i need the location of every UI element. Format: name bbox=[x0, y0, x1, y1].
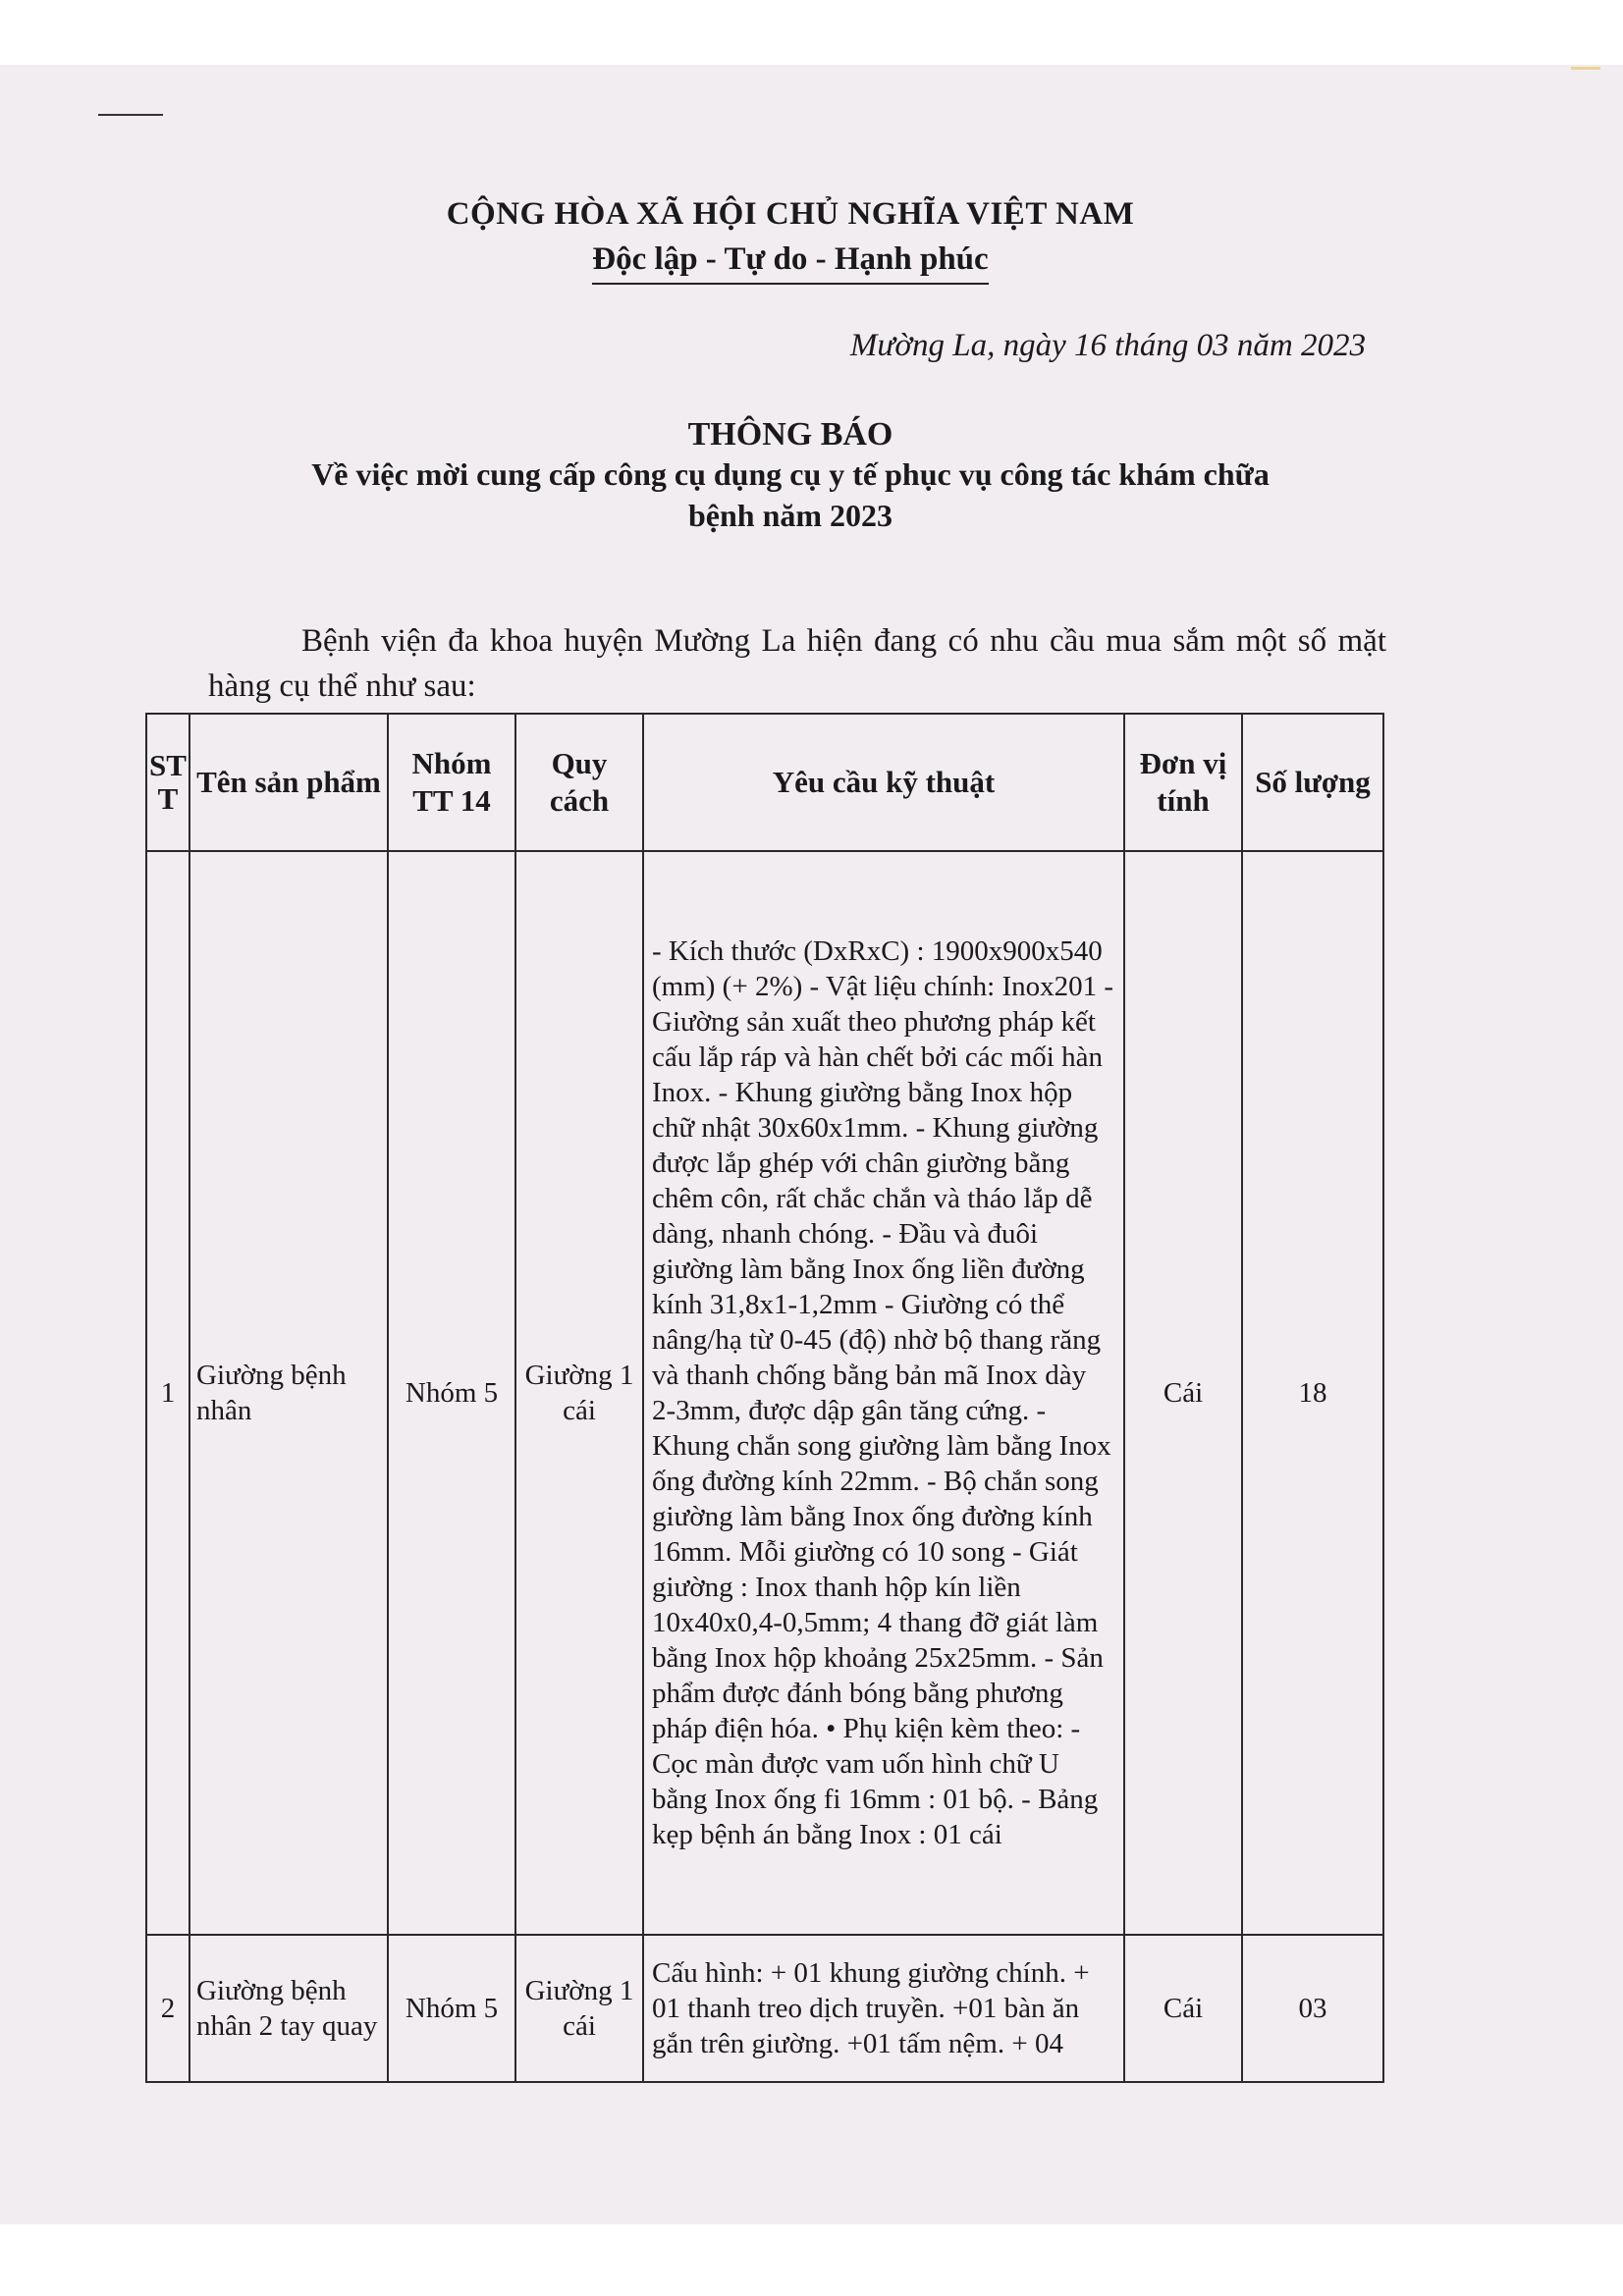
items-table bbox=[145, 713, 1384, 2083]
notice-title: THÔNG BÁO bbox=[687, 416, 893, 453]
cell-spec: Giường 1 cái bbox=[515, 851, 643, 1935]
header-group: Nhóm TT 14 bbox=[388, 714, 515, 851]
table-row bbox=[146, 851, 1383, 1935]
cell-stt: 2 bbox=[146, 1935, 189, 2082]
top-dash-mark bbox=[98, 114, 163, 116]
cell-stt: 1 bbox=[146, 851, 189, 1935]
header-product-name: Tên sản phẩm bbox=[189, 714, 388, 851]
header-spec: Quy cách bbox=[515, 714, 643, 851]
corner-scan-mark bbox=[1571, 67, 1600, 70]
notice-subtitle: Về việc mời cung cấp công cụ dụng cụ y tế phục vụ công tác khám chữa bệnh năm 2023 bbox=[311, 456, 1270, 533]
motto-wrapper bbox=[0, 241, 1581, 285]
header-stt: STT bbox=[146, 714, 189, 851]
table-header-row bbox=[146, 714, 1383, 851]
cell-product-name: Giường bệnh nhân 2 tay quay bbox=[189, 1935, 388, 2082]
cell-group: Nhóm 5 bbox=[388, 851, 515, 1935]
national-motto: Độc lập - Tự do - Hạnh phúc bbox=[592, 241, 988, 285]
place-date: Mường La, ngày 16 tháng 03 năm 2023 bbox=[849, 328, 1366, 363]
header-technical-requirements: Yêu cầu kỹ thuật bbox=[643, 714, 1124, 851]
cell-quantity: 03 bbox=[1242, 1935, 1383, 2082]
table-row bbox=[146, 1935, 1383, 2082]
header-quantity: Số lượng bbox=[1242, 714, 1383, 851]
intro-paragraph: Bệnh viện đa khoa huyện Mường La hiện đang có nhu cầu mua sắm một số mặt hàng cụ thể như sau: bbox=[208, 623, 1386, 704]
cell-unit: Cái bbox=[1124, 851, 1242, 1935]
national-name: CỘNG HÒA XÃ HỘI CHỦ NGHĨA VIỆT NAM bbox=[446, 196, 1135, 232]
cell-group: Nhóm 5 bbox=[388, 1935, 515, 2082]
cell-spec: Giường 1 cái bbox=[515, 1935, 643, 2082]
cell-quantity: 18 bbox=[1242, 851, 1383, 1935]
cell-technical-requirements: - Kích thước (DxRxC) : 1900x900x540 (mm) (+ 2%) - Vật liệu chính: Inox201 - Giường sản xuất theo phương pháp kết cấu lắp ráp và hàn chết bởi các mối hàn Inox. - Khung giường bằng Inox hộp chữ nhật 30x60x1mm. - Khung giường được lắp ghép với chân giường bằng chêm côn, rất chắc chắn và tháo lắp dễ dàng, nhanh chóng. - Đầu và đuôi giường làm bằng Inox ống liền đường kính 31,8x1-1,2mm - Giường có thể nâng/hạ từ 0-45 (độ) nhờ bộ thang răng và thanh chống bằng bản mã Inox dày 2-3mm, được dập gân tăng cứng. - Khung chắn song giường làm bằng Inox ống đường kính 22mm. - Bộ chắn song giường làm bằng Inox ống đường kính 16mm. Mỗi giường có 10 song - Giát giường : Inox thanh hộp kín liền 10x40x0,4-0,5mm; 4 thang đỡ giát làm bằng Inox hộp khoảng 25x25mm. - Sản phẩm được đánh bóng bằng phương pháp điện hóa. • Phụ kiện kèm theo: - Cọc màn được vam uốn hình chữ U bằng Inox ống fi 16mm : 01 bộ. - Bảng kẹp bệnh án bằng Inox : 01 cái bbox=[643, 851, 1124, 1935]
cell-unit: Cái bbox=[1124, 1935, 1242, 2082]
cell-technical-requirements: Cấu hình: + 01 khung giường chính. + 01 thanh treo dịch truyền. +01 bàn ăn gắn trên giường. +01 tấm nệm. + 04 bbox=[643, 1935, 1124, 2082]
cell-product-name: Giường bệnh nhân bbox=[189, 851, 388, 1935]
header-unit: Đơn vị tính bbox=[1124, 714, 1242, 851]
